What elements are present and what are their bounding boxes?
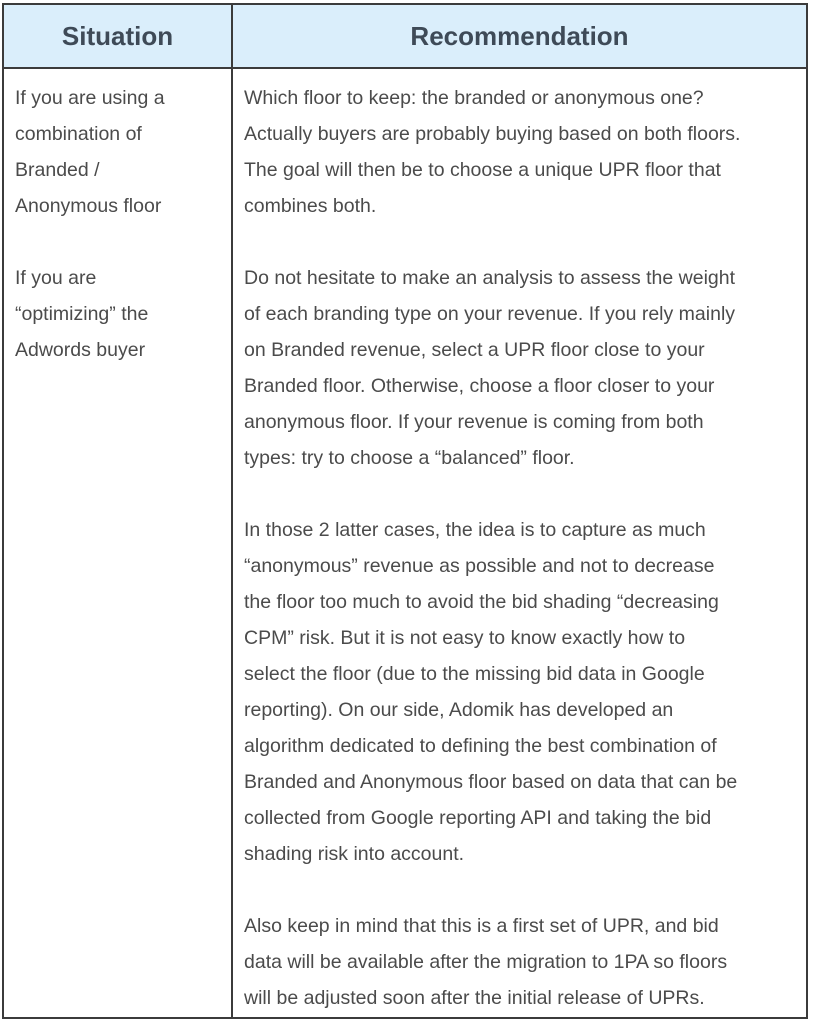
recommendation-line: on Branded revenue, select a UPR floor close to your [244,339,705,361]
recommendation-line: algorithm dedicated to defining the best combination of [244,735,717,757]
situation-cell [4,69,233,1017]
recommendation-line: In those 2 latter cases, the idea is to capture as much [244,519,706,541]
recommendation-line: select the floor (due to the missing bid data in Google [244,663,705,685]
recommendation-line: “anonymous” revenue as possible and not to decrease [244,555,715,577]
recommendation-line: Which floor to keep: the branded or anonymous one? [244,87,704,109]
recommendation-line: Also keep in mind that this is a first set of UPR, and bid [244,915,719,937]
situation-line: combination of [15,123,142,145]
recommendation-line: Branded floor. Otherwise, choose a floor closer to your [244,375,715,397]
recommendation-line: Branded and Anonymous floor based on data that can be [244,771,738,793]
recommendation-line: Actually buyers are probably buying based on both floors. [244,123,741,145]
recommendation-line: reporting). On our side, Adomik has developed an [244,699,674,721]
situation-line [15,224,231,260]
situation-line: Branded / [15,159,100,181]
recommendation-paragraph [244,80,796,224]
recommendation-line: shading risk into account. [244,843,465,865]
situation-line: “optimizing” the [15,303,149,325]
recommendation-table [2,3,808,1019]
recommendation-line: Do not hesitate to make an analysis to assess the weight [244,267,736,289]
situation-line: Anonymous floor [15,195,162,217]
recommendation-line: of each branding type on your revenue. If you rely mainly [244,303,736,325]
recommendation-line: types: try to choose a “balanced” floor. [244,447,575,469]
recommendation-line: combines both. [244,195,377,217]
recommendation-line: the floor too much to avoid the bid shading “decreasing [244,591,719,613]
header-situation: Situation [4,5,233,69]
recommendation-line: CPM” risk. But it is not easy to know exactly how to [244,627,686,649]
recommendation-line: The goal will then be to choose a unique UPR floor that [244,159,721,181]
recommendation-paragraph [244,512,796,872]
situation-line: If you are using a [15,87,165,109]
recommendation-line: collected from Google reporting API and taking the bid [244,807,712,829]
recommendation-line: data will be available after the migration to 1PA so floors [244,951,728,973]
recommendation-paragraph [244,908,796,1016]
situation-line: If you are [15,267,97,289]
recommendation-line: anonymous floor. If your revenue is coming from both [244,411,704,433]
header-recommendation: Recommendation [233,5,806,69]
situation-line: Adwords buyer [15,339,146,361]
recommendation-paragraph [244,260,796,476]
recommendation-line: will be adjusted soon after the initial release of UPRs. [244,987,705,1009]
recommendation-cell [233,69,806,1017]
